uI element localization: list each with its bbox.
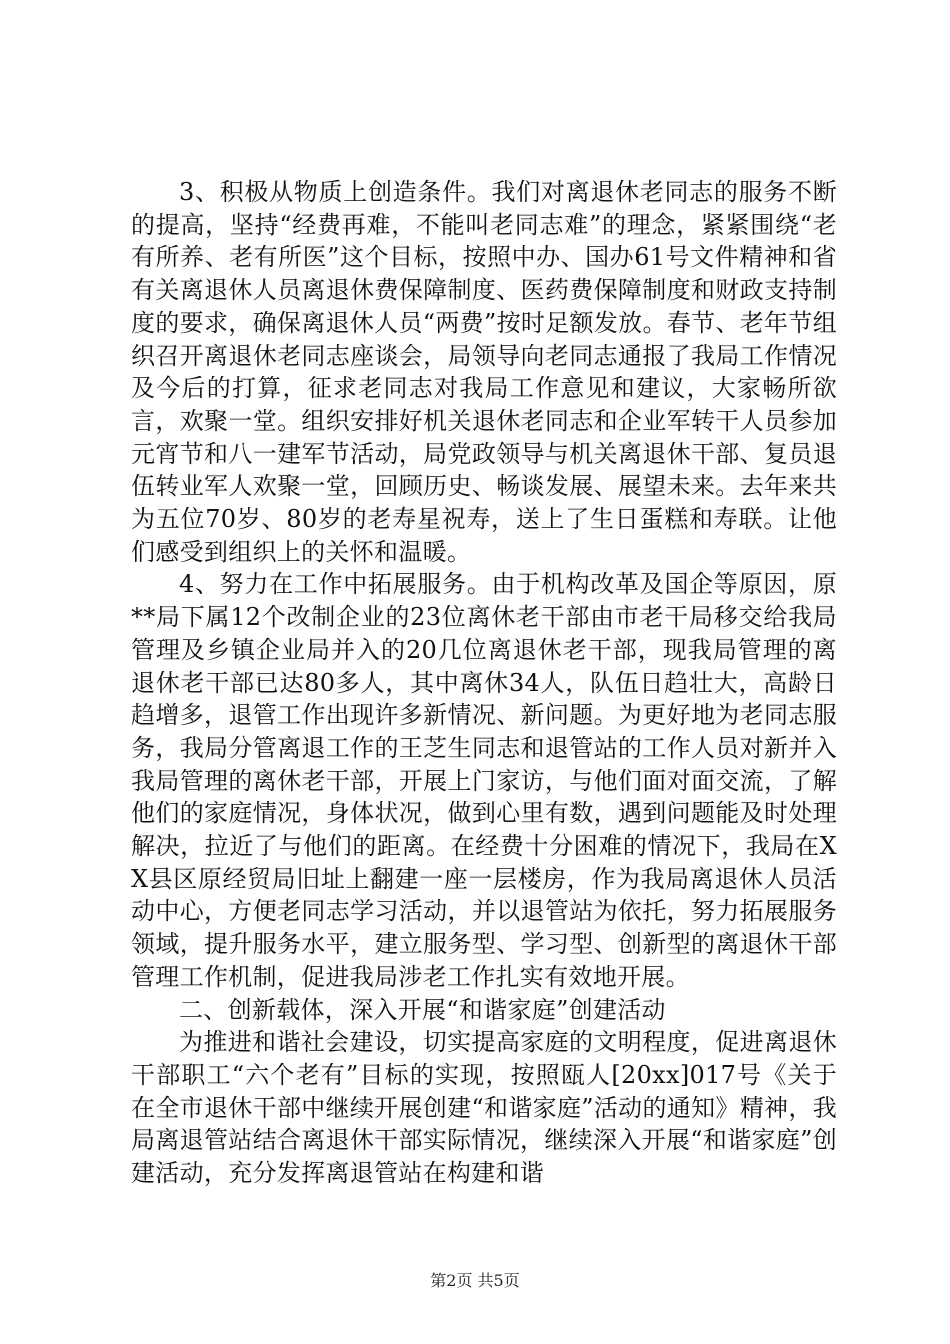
paragraph-expand-services: 4、努力在工作中拓展服务。由于机构改革及国企等原因，原**局下属12个改制企业的23位离休老干部由市老干局移交给我局管理及乡镇企业局并入的20几位离退休老干部，现我局管理的离退休老干部已达80多人，其中离休34人，队伍日趋壮大，高龄日趋增多，退管工作出现许多新情况、新问题。为更好地为老同志服务，我局分管离退工作的王芝生同志和退管站的工作人员对新并入我局管理的离休老干部，开展上门家访，与他们面对面交流，了解他们的家庭情况，身体状况，做到心里有数，遇到问题能及时处理解决，拉近了与他们的距离。在经费十分困难的情况下，我局在XX县区原经贸局旧址上翻建一座一层楼房，作为我局离退休人员活动中心，方便老同志学习活动，并以退管站为依托，努力拓展服务领域，提升服务水平，建立服务型、学习型、创新型的离退休干部管理工作机制，促进我局涉老工作扎实有效地开展。 bbox=[131, 570, 837, 991]
document-body bbox=[131, 176, 837, 1190]
section-heading-harmonious-family: 二、创新载体，深入开展“和谐家庭”创建活动 bbox=[179, 995, 666, 1024]
paragraph-harmonious-family: 为推进和谐社会建设，切实提高家庭的文明程度，促进离退休干部职工“六个老有”目标的实现，按照瓯人[20xx]017号《关于在全市退休干部中继续开展创建“和谐家庭”活动的通知》精神，我局离退管站结合离退休干部实际情况，继续深入开展“和谐家庭”创建活动，充分发挥离退管站在构建和谐 bbox=[131, 1028, 837, 1188]
page-number-footer: 第2页 共5页 bbox=[430, 1271, 520, 1290]
paragraph-material-conditions: 3、积极从物质上创造条件。我们对离退休老同志的服务不断的提高，坚持“经费再难，不能叫老同志难”的理念，紧紧围绕“老有所养、老有所医”这个目标，按照中办、国办61号文件精神和省有关离退休人员离退休费保障制度、医药费保障制度和财政支持制度的要求，确保离退休人员“两费”按时足额发放。春节、老年节组织召开离退休老同志座谈会，局领导向老同志通报了我局工作情况及今后的打算，征求老同志对我局工作意见和建议，大家畅所欲言，欢聚一堂。组织安排好机关退休老同志和企业军转干人员参加元宵节和八一建军节活动，局党政领导与机关离退休干部、复员退伍转业军人欢聚一堂，回顾历史、畅谈发展、展望未来。去年来共为五位70岁、80岁的老寿星祝寿，送上了生日蛋糕和寿联。让他们感受到组织上的关怀和温暖。 bbox=[131, 178, 837, 566]
